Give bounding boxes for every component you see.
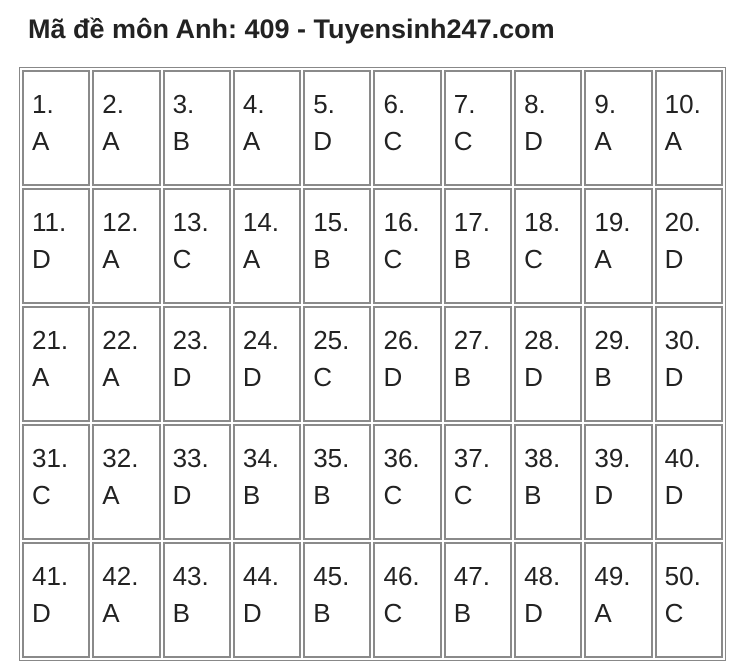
question-number: 25. — [313, 325, 350, 355]
answer-letter: A — [594, 244, 612, 274]
question-number: 4. — [242, 89, 265, 119]
answer-letter: C — [313, 362, 332, 392]
question-number: 39. — [594, 443, 631, 473]
answer-letter: D — [594, 480, 614, 510]
answer-letter: A — [102, 480, 120, 510]
question-number: 6. — [383, 89, 406, 119]
question-number: 46. — [383, 561, 420, 591]
answer-cell — [444, 306, 512, 422]
answer-cell — [233, 542, 301, 658]
answer-cell — [92, 542, 160, 658]
answer-letter: D — [383, 362, 403, 392]
question-number: 29. — [594, 325, 631, 355]
answer-cell — [22, 542, 90, 658]
question-number: 34. — [242, 443, 280, 473]
answer-cell — [514, 70, 582, 186]
answer-letter: D — [242, 598, 262, 628]
question-number: 43. — [172, 561, 209, 591]
answer-cell — [514, 188, 582, 304]
answer-letter: A — [594, 126, 612, 156]
answer-letter: B — [453, 362, 472, 392]
question-number: 19. — [594, 207, 631, 237]
answer-cell — [22, 188, 90, 304]
question-number: 24. — [242, 325, 280, 355]
answer-letter: B — [313, 244, 331, 274]
answer-letter: C — [453, 126, 473, 156]
answer-letter: D — [524, 362, 543, 392]
question-number: 3. — [172, 89, 195, 119]
answer-key-table — [19, 67, 726, 661]
answer-letter: D — [242, 362, 262, 392]
question-number: 9. — [594, 89, 617, 119]
answer-letter: A — [594, 598, 612, 628]
table-row — [22, 306, 723, 422]
answer-letter: C — [383, 480, 403, 510]
answer-cell — [92, 424, 160, 540]
answer-cell — [233, 306, 301, 422]
answer-letter: B — [172, 598, 190, 628]
answer-cell — [655, 306, 723, 422]
answer-letter: B — [594, 362, 612, 392]
answer-letter: A — [242, 244, 261, 274]
question-number: 33. — [172, 443, 209, 473]
question-number: 12. — [102, 207, 139, 237]
answer-cell — [373, 188, 441, 304]
answer-letter: A — [242, 126, 261, 156]
answer-cell — [584, 188, 652, 304]
question-number: 17. — [453, 207, 490, 237]
answer-letter: A — [32, 362, 50, 392]
answer-letter: C — [383, 244, 403, 274]
question-number: 48. — [524, 561, 561, 591]
answer-cell — [303, 424, 371, 540]
question-number: 27. — [453, 325, 490, 355]
answer-cell — [303, 188, 371, 304]
answer-letter: B — [172, 126, 190, 156]
question-number: 41. — [32, 561, 69, 591]
question-number: 26. — [383, 325, 420, 355]
answer-cell — [655, 424, 723, 540]
answer-cell — [584, 542, 652, 658]
question-number: 15. — [313, 207, 350, 237]
page-title: Mã đề môn Anh: 409 - Tuyensinh247.com — [28, 14, 555, 44]
answer-letter: A — [664, 126, 683, 156]
question-number: 22. — [102, 325, 139, 355]
answer-cell — [163, 424, 231, 540]
question-number: 35. — [313, 443, 350, 473]
answer-cell — [373, 306, 441, 422]
answer-letter: D — [664, 480, 684, 510]
answer-cell — [584, 306, 652, 422]
table-row — [22, 542, 723, 658]
question-number: 45. — [313, 561, 350, 591]
answer-key-body — [22, 70, 723, 658]
question-number: 14. — [242, 207, 280, 237]
answer-cell — [584, 70, 652, 186]
question-number: 16. — [383, 207, 420, 237]
answer-cell — [303, 306, 371, 422]
answer-cell — [444, 188, 512, 304]
answer-cell — [584, 424, 652, 540]
question-number: 28. — [524, 325, 561, 355]
question-number: 30. — [664, 325, 701, 355]
table-row — [22, 424, 723, 540]
answer-cell — [163, 306, 231, 422]
answer-letter: C — [32, 480, 51, 510]
question-number: 2. — [102, 89, 124, 119]
answer-letter: A — [102, 362, 120, 392]
question-number: 42. — [102, 561, 139, 591]
question-number: 44. — [242, 561, 280, 591]
answer-cell — [233, 188, 301, 304]
answer-cell — [655, 188, 723, 304]
answer-cell — [514, 542, 582, 658]
answer-cell — [22, 306, 90, 422]
question-number: 49. — [594, 561, 631, 591]
answer-letter: D — [172, 480, 192, 510]
answer-cell — [514, 306, 582, 422]
answer-cell — [655, 542, 723, 658]
answer-letter: D — [524, 598, 543, 628]
question-number: 40. — [664, 443, 701, 473]
answer-letter: A — [102, 598, 120, 628]
table-row — [22, 70, 723, 186]
answer-cell — [514, 424, 582, 540]
question-number: 7. — [453, 89, 476, 119]
answer-cell — [22, 424, 90, 540]
answer-cell — [373, 70, 441, 186]
answer-cell — [92, 188, 160, 304]
question-number: 38. — [524, 443, 561, 473]
question-number: 50. — [664, 561, 701, 591]
question-number: 8. — [524, 89, 546, 119]
question-number: 37. — [453, 443, 490, 473]
question-number: 23. — [172, 325, 209, 355]
question-number: 5. — [313, 89, 335, 119]
answer-cell — [233, 424, 301, 540]
answer-letter: D — [32, 244, 51, 274]
answer-letter: B — [524, 480, 542, 510]
answer-cell — [373, 542, 441, 658]
question-number: 18. — [524, 207, 561, 237]
answer-cell — [22, 70, 90, 186]
answer-cell — [444, 424, 512, 540]
question-number: 20. — [664, 207, 701, 237]
answer-cell — [303, 542, 371, 658]
answer-letter: C — [664, 598, 684, 628]
answer-letter: B — [313, 598, 331, 628]
answer-letter: C — [453, 480, 473, 510]
answer-letter: D — [664, 362, 684, 392]
answer-letter: A — [102, 126, 120, 156]
question-number: 10. — [664, 89, 701, 119]
answer-cell — [444, 70, 512, 186]
answer-letter: B — [453, 244, 472, 274]
question-number: 47. — [453, 561, 490, 591]
answer-cell — [92, 70, 160, 186]
answer-letter: C — [172, 244, 192, 274]
table-row — [22, 188, 723, 304]
answer-letter: C — [383, 598, 403, 628]
answer-letter: A — [32, 126, 50, 156]
answer-letter: C — [524, 244, 543, 274]
question-number: 21. — [32, 325, 69, 355]
answer-letter: C — [383, 126, 403, 156]
answer-letter: D — [664, 244, 684, 274]
answer-cell — [163, 188, 231, 304]
question-number: 13. — [172, 207, 209, 237]
answer-cell — [303, 70, 371, 186]
answer-cell — [163, 542, 231, 658]
answer-cell — [233, 70, 301, 186]
answer-letter: D — [32, 598, 51, 628]
answer-letter: B — [242, 480, 261, 510]
answer-cell — [92, 306, 160, 422]
question-number: 32. — [102, 443, 139, 473]
answer-letter: D — [524, 126, 543, 156]
answer-letter: A — [102, 244, 120, 274]
question-number: 11. — [32, 207, 67, 237]
answer-cell — [373, 424, 441, 540]
answer-letter: D — [172, 362, 192, 392]
answer-cell — [444, 542, 512, 658]
question-number: 31. — [32, 443, 69, 473]
answer-letter: D — [313, 126, 332, 156]
question-number: 36. — [383, 443, 420, 473]
question-number: 1. — [32, 89, 54, 119]
answer-letter: B — [453, 598, 472, 628]
answer-cell — [655, 70, 723, 186]
answer-cell — [163, 70, 231, 186]
answer-letter: B — [313, 480, 331, 510]
